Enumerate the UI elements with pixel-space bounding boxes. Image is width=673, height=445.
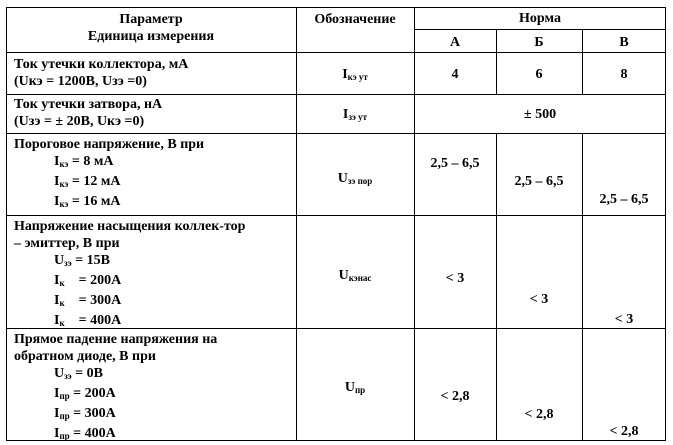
row5-parameter <box>14 331 217 445</box>
row1-param-line: Ток утечки коллектора, мА <box>14 57 189 72</box>
row4-symbol <box>296 267 414 287</box>
row2-symbol <box>296 106 414 126</box>
row1-value-b: 6 <box>535 67 543 82</box>
row1-param-line: (Uкэ = 1200В, Uзэ =0) <box>14 74 147 89</box>
row2-parameter <box>14 96 162 130</box>
col-divider-bv-bottom <box>582 133 583 441</box>
row3-symbol <box>296 170 414 190</box>
header-parameter <box>6 11 296 45</box>
border-top <box>6 7 666 8</box>
symbol-sub: кэ ут <box>347 72 368 82</box>
row4-value-b: < 3 <box>529 292 549 307</box>
border-left <box>6 7 7 441</box>
symbol-main: U <box>338 268 349 283</box>
row3-condition: $I_{кэ} = 16$ мА <box>54 194 121 209</box>
row3-value-b: 2,5 – 6,5 <box>514 174 564 189</box>
row-divider-2 <box>6 133 666 134</box>
row4-condition: $I_к$ = 200А <box>54 273 122 288</box>
row4-value-v: < 3 <box>614 312 634 327</box>
row4-param-line: Напряжение насыщения коллек-тор <box>14 219 246 234</box>
row2-param-line: Ток утечки затвора, нА <box>14 97 163 112</box>
header-col-b: Б <box>534 35 544 50</box>
row2-value-merged: ± 500 <box>523 107 557 122</box>
header-col-v: В <box>619 35 629 50</box>
symbol-main: I <box>342 67 348 82</box>
row5-condition: $U_{зэ} = 0В$ <box>54 366 103 381</box>
header-norm: Норма <box>519 11 561 26</box>
header-designation: Обозначение <box>314 12 396 27</box>
symbol-sub: зэ пор <box>347 176 373 186</box>
row-divider-1 <box>6 94 666 95</box>
header-unit-label: Единица измерения <box>87 29 215 44</box>
row1-value-v: 8 <box>620 67 628 82</box>
row3-condition: $I_{кэ} = 8$ мА <box>54 154 114 169</box>
row1-symbol <box>296 66 414 86</box>
symbol-sub: пр <box>354 385 366 395</box>
symbol-sub: кэнас <box>348 273 372 283</box>
row1-value-a: 4 <box>451 67 459 82</box>
symbol-main: U <box>344 380 355 395</box>
symbol-sub: зэ ут <box>348 112 368 122</box>
row3-parameter <box>14 136 204 213</box>
row-divider-3 <box>6 215 666 216</box>
norm-subheader-divider <box>414 29 666 30</box>
row5-condition: $I_{пр} = 300А$ <box>54 406 116 421</box>
row4-param-line: – эмиттер, В при <box>14 236 120 251</box>
row5-symbol <box>296 379 414 399</box>
row3-value-a: 2,5 – 6,5 <box>430 156 480 171</box>
row4-value-a: < 3 <box>445 271 465 286</box>
parameter-table <box>6 7 666 441</box>
row5-param-line: Прямое падение напряжения на <box>14 332 218 347</box>
row1-parameter <box>14 56 188 90</box>
symbol-main: U <box>337 171 348 186</box>
row5-value-v: < 2,8 <box>609 424 639 439</box>
row2-param-line: (Uзэ = ± 20В, Uкэ =0) <box>14 114 145 129</box>
row4-condition: $U_{зэ} = 15В$ <box>54 253 110 268</box>
header-col-a: А <box>449 35 461 50</box>
row5-value-b: < 2,8 <box>524 407 554 422</box>
row5-condition: $I_{пр} = 200А$ <box>54 386 116 401</box>
header-parameter-label: Параметр <box>119 12 183 27</box>
row4-condition: $I_к$ = 300А <box>54 293 122 308</box>
header-bottom-divider <box>6 52 666 53</box>
row3-value-v: 2,5 – 6,5 <box>599 192 649 207</box>
symbol-main: I <box>342 107 349 122</box>
row5-param-line: обратном диоде, В при <box>14 349 156 364</box>
row4-parameter <box>14 218 245 332</box>
row5-value-a: < 2,8 <box>440 389 470 404</box>
row5-condition: $I_{пр} = 400А$ <box>54 426 116 441</box>
row4-condition: $I_к$ = 400А <box>54 313 122 328</box>
row3-param-line: Пороговое напряжение, В при <box>14 137 205 152</box>
row3-condition: $I_{кэ} = 12$ мА <box>54 174 121 189</box>
